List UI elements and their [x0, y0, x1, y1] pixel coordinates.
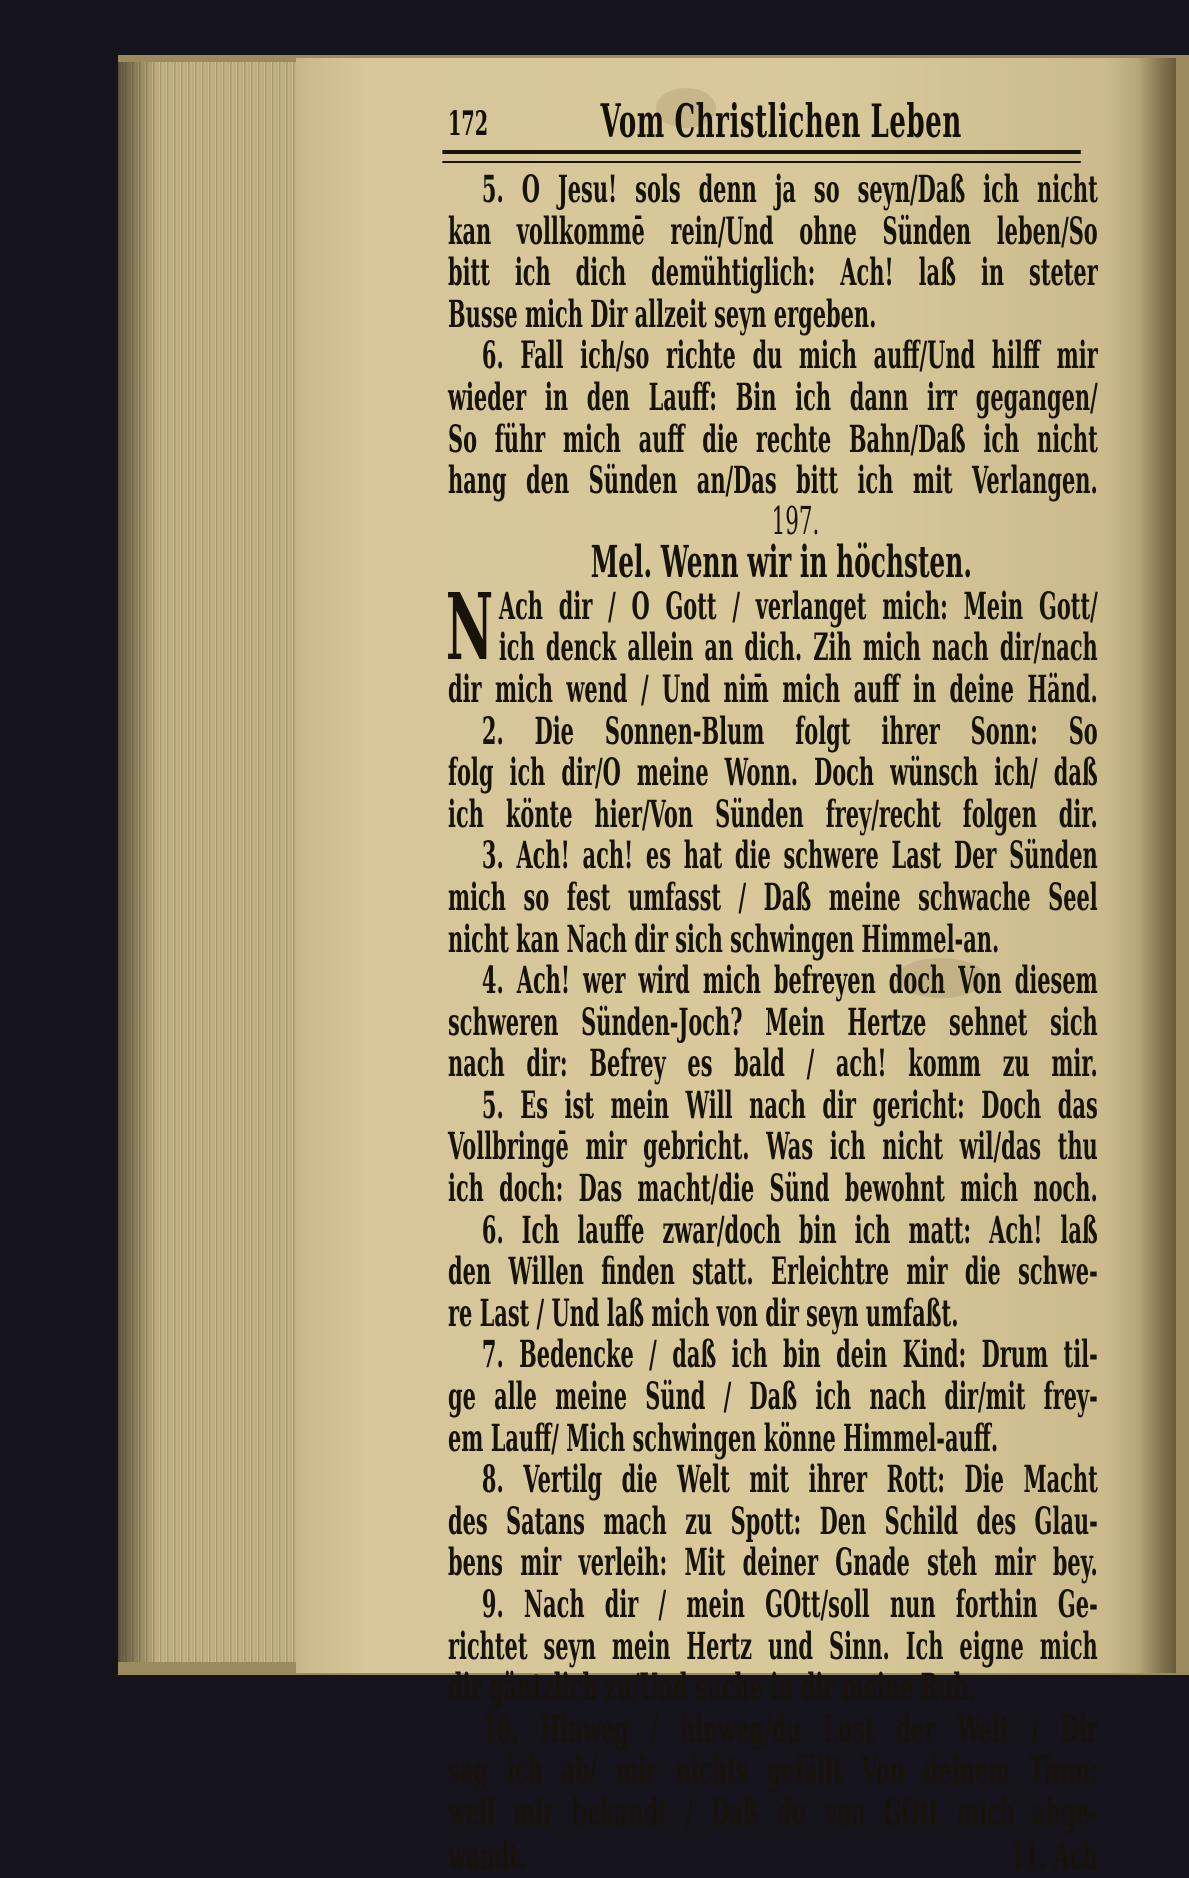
text-line: nicht kan Nach dir sich schwingen Himmel-an.	[448, 916, 1000, 961]
text-line: Busse mich Dir allzeit seyn ergeben.	[448, 291, 877, 336]
text-line: Ach dir / O Gott / verlanget mich: Mein Gott/	[498, 583, 1098, 628]
text-line: 3. Ach! ach! es hat die schwere Last Der Sünden	[481, 833, 1098, 878]
text-line: richtet seyn mein Hertz und Sinn. Ich eigne mich	[448, 1623, 1098, 1668]
text-line: sag ich ab/ mir nichts gefällt Von deinem Thun:	[448, 1748, 1098, 1793]
text-line: schweren Sünden-Joch? Mein Hertze sehnet sich	[448, 999, 1098, 1044]
header-rule	[442, 150, 1080, 163]
text-line: des Satans mach zu Spott: Den Schild des Glau-	[448, 1498, 1098, 1543]
text-line: 10. Hinweg / hinweg/du Lust der Welt / Dir	[481, 1706, 1098, 1751]
edge-shadow	[118, 62, 158, 1662]
text-line: folg ich dir/O meine Wonn. Doch wünsch ich/ daß	[448, 750, 1098, 795]
text-line: em Lauff/ Mich schwingen könne Himmel-auff.	[448, 1415, 999, 1460]
text-line: mich so fest umfasst / Daß meine schwache Seel	[448, 874, 1098, 919]
text-line: re Last / Und laß mich von dir seyn umfaßt.	[448, 1290, 959, 1335]
text-line: bitt ich dich demühtiglich: Ach! laß in steter	[448, 250, 1098, 295]
text-line: hang den Sünden an/Das bitt ich mit Verlangen.	[448, 458, 1098, 503]
text-line: 7. Bedencke / daß ich bin dein Kind: Drum til-	[481, 1332, 1098, 1377]
text-line: kan vollkommē rein/Und ohne Sünden leben/So	[448, 208, 1098, 253]
page-header	[448, 88, 1098, 150]
last-word: wandt.	[448, 1833, 527, 1878]
text-line: 6. Fall ich/so richte du mich auff/Und hilff mir	[481, 333, 1098, 378]
text-line: dir gäntzlich zu/Und suche in dir meine Ruh.	[448, 1665, 976, 1710]
text-line: ich denck allein an dich. Zih mich nach dir/nach	[498, 625, 1098, 670]
text-line: 2. Die Sonnen-Blum folgt ihrer Sonn: So	[481, 708, 1098, 753]
text-line: 4. Ach! wer wird mich befreyen doch Von diesem	[481, 958, 1098, 1003]
page-gutter	[1138, 58, 1176, 1673]
text-block	[445, 88, 1098, 1878]
text-line: 6. Ich lauffe zwar/doch bin ich matt: Ach! laß	[481, 1207, 1098, 1252]
text-line: wieder in den Lauff: Bin ich dann irr gegangen/	[448, 374, 1098, 419]
text-line: weil mir bekandt / Daß du von GOtt mich abge-	[448, 1789, 1098, 1834]
text-line: 5. Es ist mein Will nach dir gericht: Doch das	[481, 1082, 1098, 1127]
text-line: ge alle meine Sünd / Daß ich nach dir/mit frey-	[448, 1374, 1098, 1419]
page-foot	[448, 1834, 1098, 1876]
text-line: bens mir verleih: Mit deiner Gnade steh mir bey.	[448, 1540, 1098, 1585]
catchword: 11. Ach	[1009, 1833, 1098, 1878]
drop-cap: N	[445, 572, 494, 681]
running-head: Vom Christlichen Leben	[600, 94, 962, 148]
text-line: dir mich wend / Und nim̄ mich auff in deine Händ.	[448, 666, 1098, 711]
text-line: ich könte hier/Von Sünden frey/recht folgen dir.	[448, 791, 1098, 836]
hymn-number: 197.	[771, 498, 820, 543]
page-number: 172	[448, 104, 489, 144]
text-line: Vollbringē mir gebricht. Was ich nicht wil/das thu	[448, 1124, 1098, 1169]
text-line: 5. O Jesu! sols denn ja so seyn/Daß ich nicht	[481, 167, 1098, 211]
text-line: den Willen finden statt. Erleichtre mir die schwe-	[448, 1249, 1098, 1294]
book-page	[296, 58, 1176, 1878]
text-line: ich doch: Das macht/die Sünd bewohnt mich noch.	[448, 1166, 1098, 1211]
melody-heading: Mel. Wenn wir in höchsten.	[590, 536, 972, 588]
text-line: 8. Vertilg die Welt mit ihrer Rott: Die Macht	[481, 1457, 1098, 1502]
text-line: So führ mich auff die rechte Bahn/Daß ich nicht	[448, 416, 1098, 461]
text-line: 9. Nach dir / mein GOtt/soll nun forthin Ge-	[481, 1582, 1098, 1626]
verse-1	[445, 572, 1098, 711]
text-line: nach dir: Befrey es bald / ach! komm zu mir.	[448, 1041, 1098, 1086]
